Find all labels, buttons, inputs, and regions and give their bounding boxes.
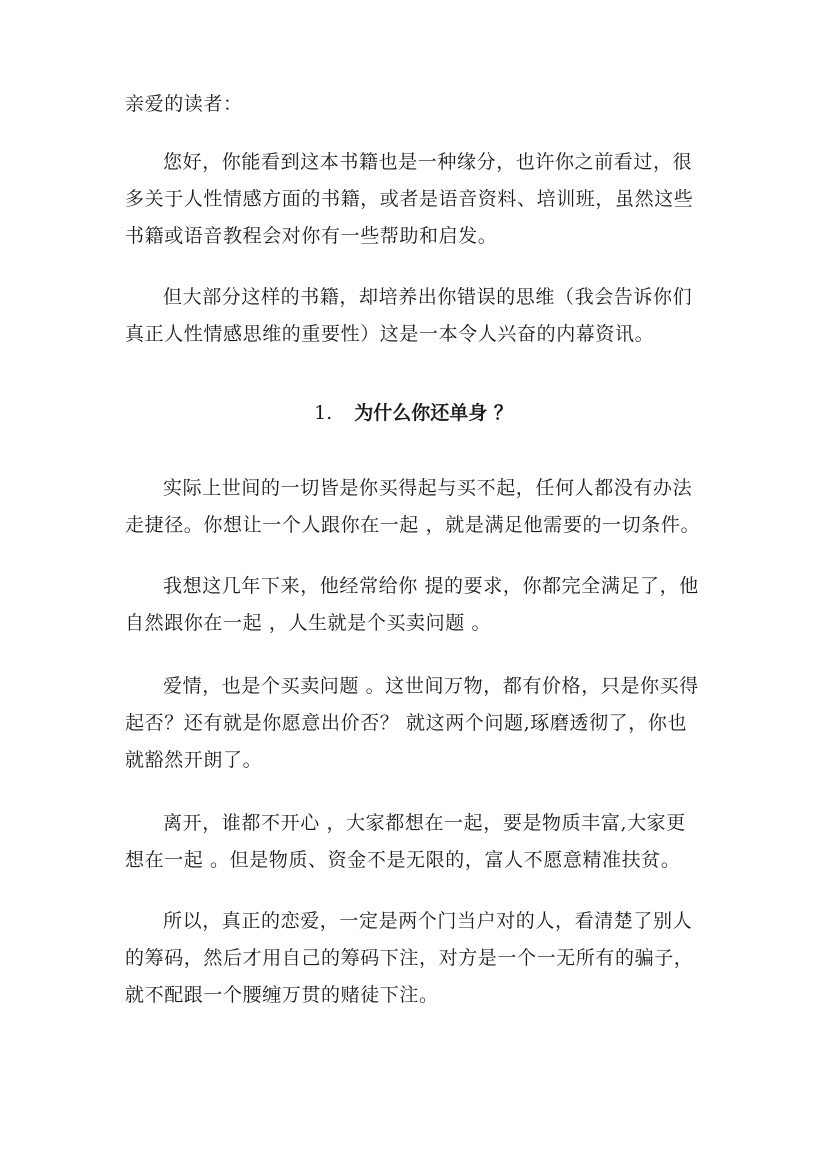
paragraph-line: 的筹码，然后才用自己的筹码下注，对方是一个一无所有的骗子， xyxy=(125,947,694,969)
greeting: 亲爱的读者： xyxy=(125,93,243,115)
paragraph-line: 自然跟你在一起 ，人生就是个买卖问题 。 xyxy=(125,612,492,634)
paragraph-line: 走捷径。你想让一个人跟你在一起 ，就是满足他需要的一切条件。 xyxy=(125,514,701,536)
section-number: 1. xyxy=(314,402,333,424)
paragraph-line: 就不配跟一个腰缠万贯的赌徒下注。 xyxy=(125,984,439,1006)
paragraph-line: 但大部分这样的书籍，却培养出你错误的思维（我会告诉你们 xyxy=(163,286,693,308)
paragraph-line: 想在一起 。但是物质、资金不是无限的，富人不愿意精准扶贫。 xyxy=(125,849,681,871)
paragraph-line: 我想这几年下来，他经常给你 提的要求，你都完全满足了，他 xyxy=(163,575,699,597)
paragraph-line: 就豁然开朗了。 xyxy=(125,749,263,771)
paragraph-line: 所以，真正的恋爱，一定是两个门当户对的人，看清楚了别人 xyxy=(163,910,693,932)
paragraph-line: 真正人性情感思维的重要性）这是一本令人兴奋的内幕资讯。 xyxy=(125,323,655,345)
paragraph-line: 离开，谁都不开心 ，大家都想在一起，要是物质丰富,大家更 xyxy=(163,812,686,834)
paragraph-line: 爱情，也是个买卖问题 。这世间万物，都有价格，只是你买得 xyxy=(163,675,699,697)
section-heading xyxy=(0,399,827,427)
paragraph-line: 多关于人性情感方面的书籍，或者是语音资料、培训班，虽然这些 xyxy=(125,188,694,210)
section-title: 为什么你还单身 ？ xyxy=(354,402,513,424)
paragraph-line: 书籍或语音教程会对你有一些帮助和启发。 xyxy=(125,225,498,247)
paragraph-line: 实际上世间的一切皆是你买得起与买不起，任何人都没有办法 xyxy=(163,477,693,499)
paragraph-line: 起否？还有就是你愿意出价否？ 就这两个问题,琢磨透彻了，你也 xyxy=(125,712,688,734)
paragraph-line: 您好，你能看到这本书籍也是一种缘分，也许你之前看过，很 xyxy=(163,151,693,173)
